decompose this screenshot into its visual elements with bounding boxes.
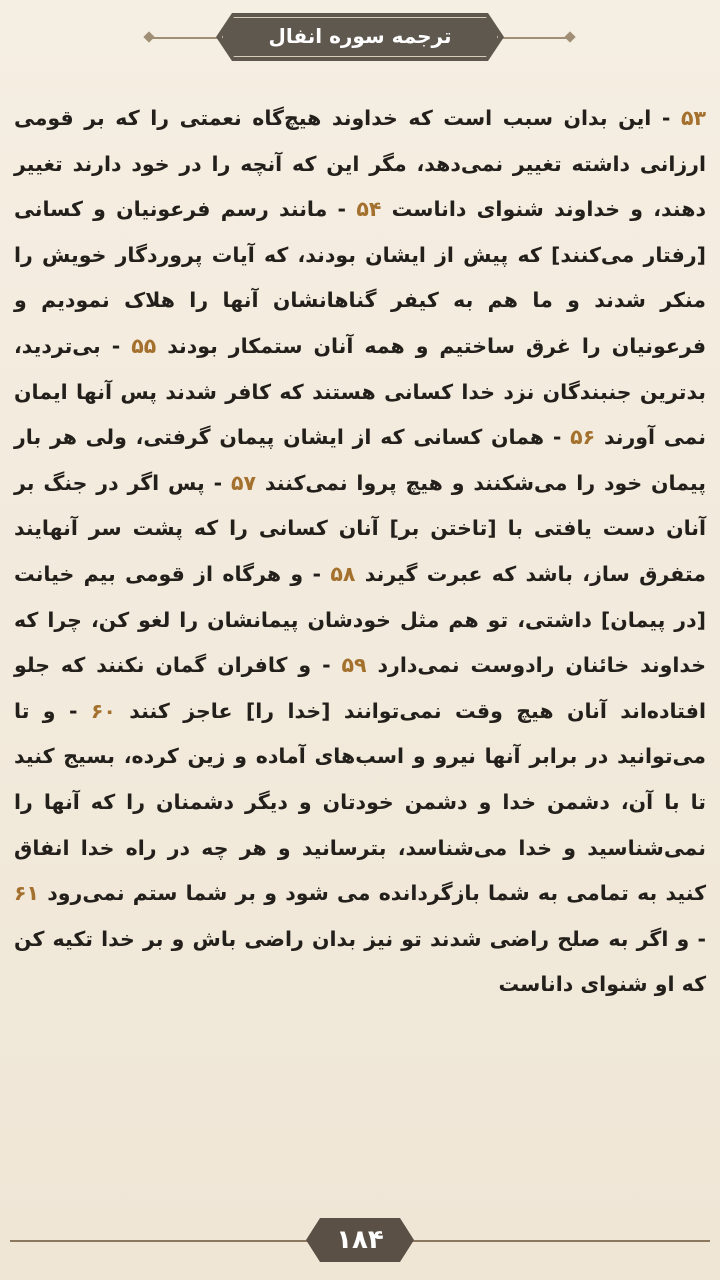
verse-number: ۵۸	[330, 561, 356, 586]
verse-text: - پس اگر در جنگ بر آنان دست یافتی با [تاختن بر] آنان کسانی را که پشت سر آنهایند متفرق ساز، باشد که عبرت گیرند	[14, 470, 706, 586]
page-footer	[0, 1218, 720, 1264]
title-divider-left	[150, 37, 220, 39]
verse-number: ۵۷	[230, 470, 257, 495]
title-ornament-right	[564, 31, 575, 42]
footer-divider-right	[412, 1240, 710, 1242]
title-ornament-left	[143, 31, 154, 42]
verse-text: - این بدان سبب است که خداوند هیچ‌گاه نعمتی را که بر قومی ارزانی داشته تغییر نمی‌دهد، مگر این که آنچه را در خود دارند تغییر دهند، و خداوند شنوای داناست	[14, 106, 706, 222]
title-divider-right	[500, 37, 570, 39]
verse-number: ۵۴	[356, 197, 382, 222]
verse-number: ۵۶	[570, 425, 596, 450]
verse-number: ۶۱	[14, 881, 40, 906]
surah-title-banner	[0, 13, 720, 63]
verse-number: ۶۰	[90, 698, 116, 723]
verse-text: - همان کسانی که از ایشان پیمان گرفتی، ولی هر بار پیمان خود را می‌شکنند و هیچ پروا نمی‌کنند	[14, 425, 706, 495]
page-title: ترجمه سوره انفال	[268, 24, 452, 48]
verse-number: ۵۵	[131, 333, 157, 358]
verse-text: - و هرگاه از قومی بیم خیانت [در پیمان] داشتی، تو هم مثل خودشان پیمانشان را لغو کن، چرا که خداوند خائنان رادوست نمی‌دارد	[14, 561, 706, 678]
verse-text: - بی‌تردید، بدترین جنبندگان نزد خدا کسانی هستند که کافر شدند پس آنها ایمان نمی آورند	[14, 333, 706, 450]
translation-text	[14, 96, 706, 1008]
verse-number: ۵۳	[680, 106, 706, 130]
verse-text: - مانند رسم فرعونیان و کسانی [رفتار می‌کنند] که پیش از ایشان بودند، که آیات پروردگار خویش را منکر شدند و ما هم به کیفر گناهانشان آنها را هلاک نمودیم و فرعونیان را غرق ساختیم و همه آنان ستمکار بودند	[14, 197, 706, 358]
verse-text: - و کافران گمان نکنند که جلو افتاده‌اند آنان هیچ وقت نمی‌توانند [خدا را] عاجز کنند	[14, 653, 707, 723]
verse-number: ۵۹	[341, 653, 367, 678]
verse-text: - و تا می‌توانید در برابر آنها نیرو و اسب‌های آماده و زین کرده، بسیج کنید تا با آن، دشمن خدا و دشمن خودتان و دیگر دشمنان را که آنها را نمی‌شناسید و خدا می‌شناسد، بترسانید و هر چه در راه خدا انفاق کنید به تمامی به شما بازگردانده می شود و بر شما ستم نمی‌رود	[14, 698, 706, 906]
page-number: ۱۸۴	[336, 1225, 384, 1255]
footer-divider-left	[10, 1240, 308, 1242]
verse-text: - و اگر به صلح راضی شدند تو نیز بدان راضی باش و بر خدا تکیه کن که او شنوای داناست	[14, 926, 706, 997]
